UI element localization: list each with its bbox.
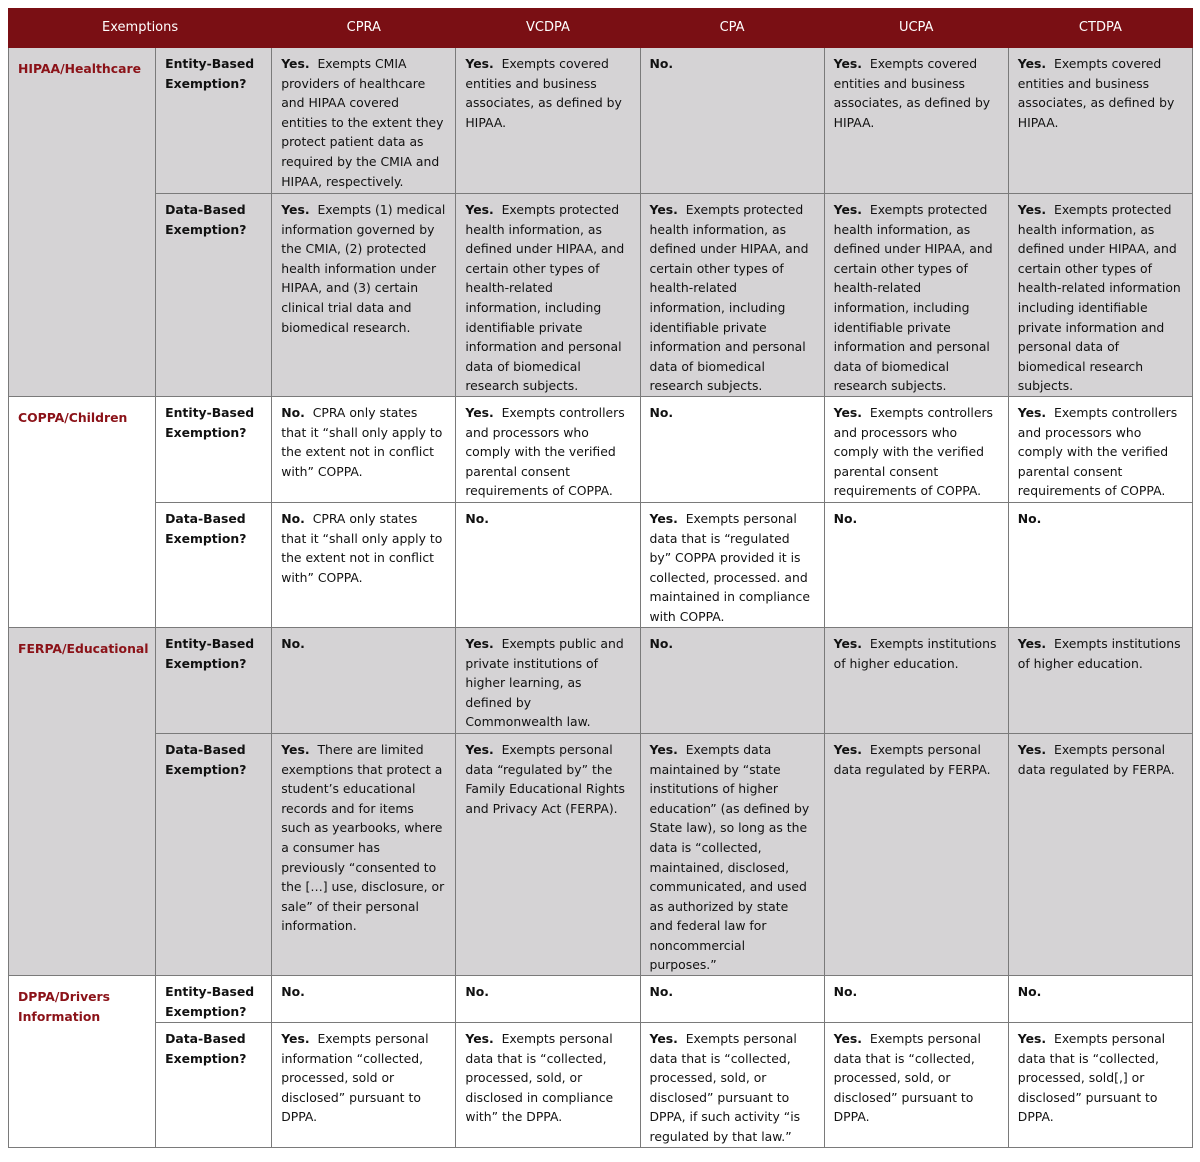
cell-answer: No.: [465, 984, 489, 1000]
cell-cpra: [272, 194, 456, 397]
cell-cpa: [640, 733, 824, 975]
cell-text: Exempts institutions of higher education.: [1017, 635, 1181, 671]
cell-text: Exempts protected health information, as defined under HIPAA, and certain other types of health-related information, including identifiable private information and personal data of biomedical research subjects.: [833, 202, 993, 394]
cell-cpra: [272, 48, 456, 194]
cell-vcdpa: [456, 194, 640, 397]
cell-cpra: [272, 1023, 456, 1148]
cell-text: CPRA only states that it “shall only apply to the extent not in conflict with” COPPA.: [281, 510, 443, 585]
cell-answer: Yes.: [465, 1031, 494, 1047]
table-row: [9, 502, 1193, 627]
cell-cpa: [640, 194, 824, 397]
cell-text: Exempts personal data regulated by FERPA.: [833, 741, 991, 777]
header-vcdpa: VCDPA: [456, 9, 640, 48]
cell-text: Exempts personal data that is “collected, processed, sold, or disclosed” pursuant to DPPA, if such activity “is regulated by that law.”: [649, 1031, 801, 1145]
exemption-type: Entity-Based Exemption?: [156, 396, 272, 502]
cell-text: Exempts personal data that is “collected, processed, sold, or disclosed” pursuant to DPPA.: [833, 1031, 981, 1125]
exemption-type: Entity-Based Exemption?: [156, 976, 272, 1023]
cell-text: Exempts personal data “regulated by” the Family Educational Rights and Privacy Act (FERPA).: [465, 741, 625, 816]
cell-cpa: [640, 502, 824, 627]
cell-cpra: [272, 976, 456, 1023]
cell-text: Exempts controllers and processors who comply with the verified parental consent requirements of COPPA.: [1017, 404, 1178, 499]
cell-text: Exempts protected health information, as defined under HIPAA, and certain other types of health-related information including identifiable private information and personal data of biomedical research subjects.: [1017, 202, 1181, 394]
cell-answer: Yes.: [281, 1031, 310, 1047]
cell-answer: Yes.: [833, 202, 862, 217]
table-row: [9, 733, 1193, 975]
cell-answer: No.: [1017, 510, 1042, 526]
cell-cpa: [640, 1023, 824, 1148]
table-row: [9, 976, 1193, 1023]
cell-text: Exempts personal data that is “regulated by” COPPA provided it is collected, processed. and maintained in compliance with COPPA.: [649, 510, 810, 624]
cell-text: Exempts data maintained by “state institutions of higher education” (as defined by State law), so long as the data is “collected, maintained, disclosed, communicated, and used as authorized by state and federal law for noncommercial purposes.”: [649, 741, 810, 973]
cell-answer: Yes.: [465, 635, 494, 651]
cell-answer: No.: [465, 510, 489, 526]
cell-text: Exempts CMIA providers of healthcare and HIPAA covered entities to the extent they protect patient data as required by the CMIA and HIPAA, respectively.: [281, 56, 444, 189]
table-row: [9, 396, 1193, 502]
cell-answer: Yes.: [649, 510, 678, 526]
cell-ucpa: [824, 194, 1008, 397]
category-label: HIPAA/Healthcare: [9, 48, 156, 397]
header-cpa: CPA: [640, 9, 824, 48]
cell-ctdpa: [1008, 48, 1192, 194]
cell-answer: Yes.: [1017, 202, 1047, 217]
cell-text: Exempts protected health information, as defined under HIPAA, and certain other types of health-related information, including identifiable private information and personal data of biomedical research subjects.: [649, 202, 809, 394]
cell-cpa: [640, 396, 824, 502]
cell-ctdpa: [1008, 627, 1192, 733]
cell-answer: No.: [281, 510, 305, 526]
cell-answer: Yes.: [465, 741, 494, 757]
category-label: FERPA/Educational: [9, 627, 156, 975]
cell-answer: Yes.: [1017, 1031, 1047, 1047]
cell-text: Exempts (1) medical information governed by the CMIA, (2) protected health information under HIPAA, and (3) certain clinical trial data and biomedical research.: [281, 202, 446, 335]
cell-answer: Yes.: [833, 635, 862, 651]
cell-text: Exempts controllers and processors who comply with the verified parental consent requirements of COPPA.: [833, 404, 994, 499]
cell-ucpa: [824, 48, 1008, 194]
header-ucpa: UCPA: [824, 9, 1008, 48]
cell-cpra: [272, 502, 456, 627]
cell-ucpa: [824, 733, 1008, 975]
cell-answer: Yes.: [649, 202, 678, 217]
exemption-type: Data-Based Exemption?: [156, 194, 272, 397]
cell-cpra: [272, 396, 456, 502]
cell-ctdpa: [1008, 396, 1192, 502]
cell-text: Exempts personal information “collected, processed, sold or disclosed” pursuant to DPPA.: [281, 1031, 429, 1125]
cell-cpa: [640, 48, 824, 194]
exemption-type: Data-Based Exemption?: [156, 1023, 272, 1148]
cell-answer: No.: [281, 404, 305, 420]
cell-answer: Yes.: [833, 741, 862, 757]
cell-ctdpa: [1008, 502, 1192, 627]
cell-ctdpa: [1008, 194, 1192, 397]
category-label: COPPA/Children: [9, 396, 156, 627]
cell-vcdpa: [456, 502, 640, 627]
cell-vcdpa: [456, 48, 640, 194]
table-row: [9, 627, 1193, 733]
cell-text: Exempts personal data regulated by FERPA.: [1017, 741, 1175, 777]
header-cpra: CPRA: [272, 9, 456, 48]
cell-ucpa: [824, 396, 1008, 502]
cell-text: Exempts covered entities and business associates, as defined by HIPAA.: [833, 56, 991, 130]
cell-answer: No.: [281, 635, 305, 651]
cell-answer: Yes.: [1017, 56, 1047, 71]
cell-ucpa: [824, 502, 1008, 627]
cell-answer: No.: [649, 984, 674, 1000]
cell-cpra: [272, 733, 456, 975]
table-row: [9, 48, 1193, 194]
cell-vcdpa: [456, 976, 640, 1023]
cell-ctdpa: [1008, 1023, 1192, 1148]
cell-vcdpa: [456, 627, 640, 733]
exemption-type: Data-Based Exemption?: [156, 733, 272, 975]
cell-text: Exempts covered entities and business associates, as defined by HIPAA.: [465, 56, 622, 130]
exemption-type: Entity-Based Exemption?: [156, 48, 272, 194]
cell-text: Exempts controllers and processors who comply with the verified parental consent requirements of COPPA.: [465, 404, 625, 499]
exemptions-table: [8, 8, 1193, 1148]
cell-cpa: [640, 976, 824, 1023]
cell-answer: Yes.: [1017, 635, 1047, 651]
cell-text: Exempts institutions of higher education.: [833, 635, 997, 671]
cell-ucpa: [824, 627, 1008, 733]
cell-answer: Yes.: [833, 56, 862, 71]
cell-answer: Yes.: [833, 1031, 862, 1047]
cell-answer: No.: [649, 404, 674, 420]
cell-answer: Yes.: [1017, 741, 1047, 757]
header-row: [9, 9, 1193, 48]
cell-answer: Yes.: [465, 56, 494, 71]
cell-answer: No.: [833, 510, 858, 526]
table-row: [9, 194, 1193, 397]
cell-ucpa: [824, 1023, 1008, 1148]
cell-answer: No.: [281, 984, 305, 1000]
cell-ucpa: [824, 976, 1008, 1023]
cell-text: Exempts public and private institutions of higher learning, as defined by Commonwealth law.: [465, 635, 624, 730]
table-row: [9, 1023, 1193, 1148]
cell-text: Exempts personal data that is “collected, processed, sold[,] or disclosed” pursuant to DPPA.: [1017, 1031, 1166, 1125]
cell-cpra: [272, 627, 456, 733]
cell-cpa: [640, 627, 824, 733]
cell-answer: Yes.: [281, 56, 310, 71]
cell-answer: Yes.: [833, 404, 862, 420]
cell-text: There are limited exemptions that protect a student’s educational records and for items such as yearbooks, where a consumer has previously “consented to the […] use, disclosure, or sale” of their personal information.: [281, 741, 445, 934]
cell-text: Exempts personal data that is “collected, processed, sold, or disclosed in compliance with” the DPPA.: [465, 1031, 614, 1125]
cell-answer: Yes.: [465, 202, 494, 217]
cell-answer: No.: [649, 56, 674, 71]
cell-vcdpa: [456, 1023, 640, 1148]
header-ctdpa: CTDPA: [1008, 9, 1192, 48]
cell-text: Exempts protected health information, as defined under HIPAA, and certain other types of health-related information, including identifiable private information and personal data of biomedical research subjects.: [465, 202, 625, 394]
cell-text: CPRA only states that it “shall only apply to the extent not in conflict with” COPPA.: [281, 404, 443, 479]
cell-answer: No.: [1017, 984, 1042, 1000]
cell-vcdpa: [456, 396, 640, 502]
cell-answer: Yes.: [465, 404, 494, 420]
exemption-type: Data-Based Exemption?: [156, 502, 272, 627]
cell-answer: Yes.: [649, 741, 678, 757]
cell-answer: No.: [649, 635, 674, 651]
header-exemptions: Exemptions: [9, 9, 272, 48]
cell-answer: Yes.: [1017, 404, 1047, 420]
exemption-type: Entity-Based Exemption?: [156, 627, 272, 733]
cell-answer: Yes.: [281, 741, 310, 757]
category-label: DPPA/Drivers Information: [9, 976, 156, 1148]
cell-text: Exempts covered entities and business associates, as defined by HIPAA.: [1017, 56, 1175, 130]
cell-answer: No.: [833, 984, 858, 1000]
cell-answer: Yes.: [281, 202, 310, 217]
cell-answer: Yes.: [649, 1031, 678, 1047]
cell-vcdpa: [456, 733, 640, 975]
cell-ctdpa: [1008, 976, 1192, 1023]
cell-ctdpa: [1008, 733, 1192, 975]
